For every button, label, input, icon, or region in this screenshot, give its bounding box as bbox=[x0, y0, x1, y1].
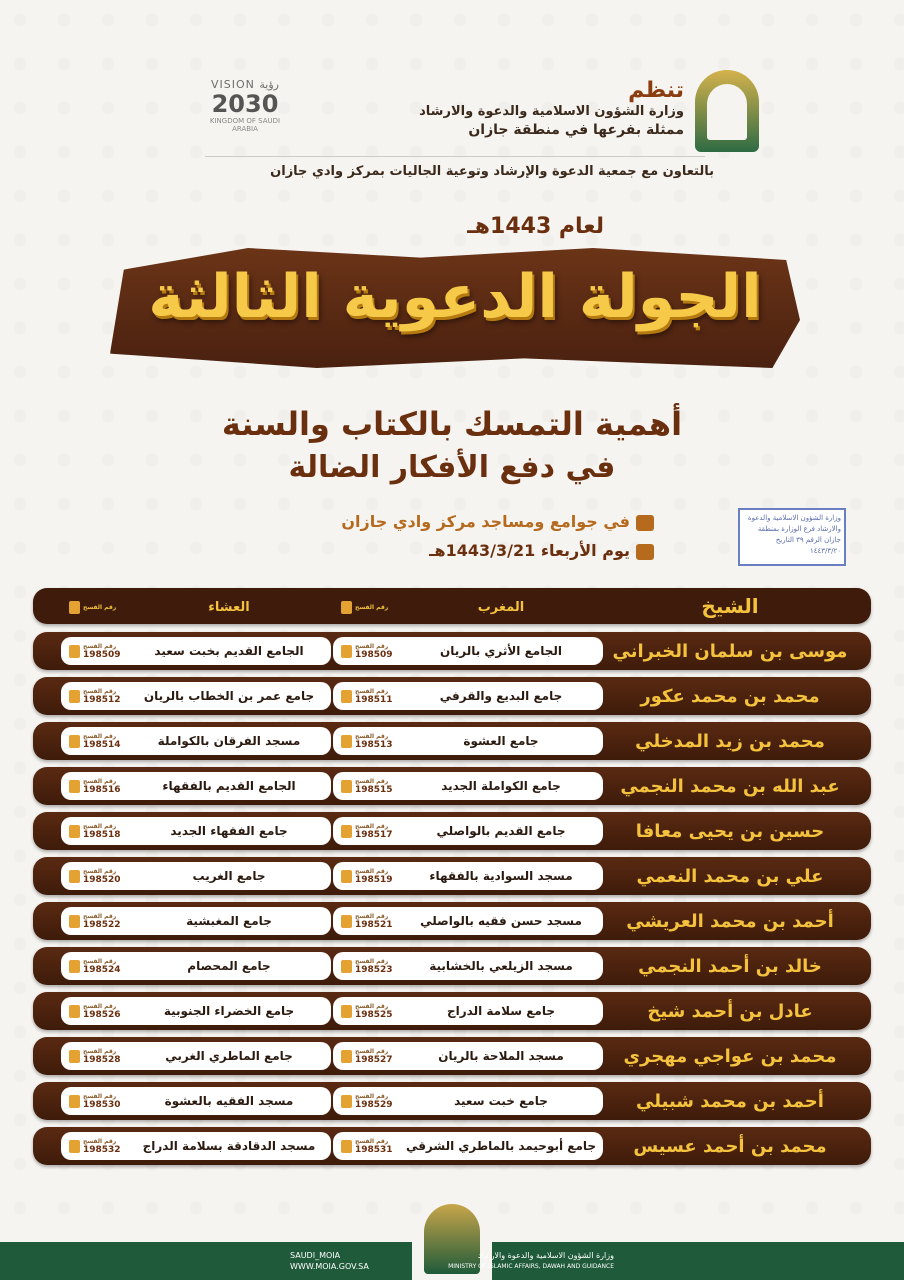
social-handle[interactable]: SAUDI_MOIA bbox=[290, 1251, 341, 1260]
region-line: ممثلة بفرعها في منطقة جازان bbox=[468, 122, 684, 138]
ministry-logo bbox=[695, 70, 759, 152]
document-icon bbox=[69, 1140, 80, 1153]
isha-permit-number: 198526 bbox=[83, 1009, 121, 1020]
document-icon bbox=[341, 735, 352, 748]
isha-mosque: مسجد الدقادقة بسلامة الدراج bbox=[142, 1139, 316, 1153]
table-row bbox=[33, 947, 871, 985]
sheikh-name: حسين بن يحيى معافا bbox=[635, 820, 825, 842]
isha-mosque: جامع عمر بن الخطاب بالريان bbox=[143, 689, 315, 703]
maghrib-cell: جامع العشوة رقم الفسح 198513 bbox=[333, 727, 603, 755]
sheikh-name: موسى بن سلمان الخبراني bbox=[612, 640, 848, 662]
maghrib-mosque: جامع البديع والقرفي bbox=[439, 689, 563, 703]
document-icon bbox=[341, 601, 352, 614]
maghrib-permit-number: 198511 bbox=[355, 694, 393, 705]
isha-mosque: جامع الخضراء الجنوبية bbox=[163, 1004, 295, 1018]
document-icon bbox=[341, 690, 352, 703]
sheikh-name: محمد بن محمد عكور bbox=[640, 685, 820, 707]
isha-mosque: جامع الفقهاء الجديد bbox=[170, 824, 288, 838]
sheikh-name: محمد بن أحمد عسيس bbox=[633, 1135, 827, 1157]
document-icon bbox=[69, 870, 80, 883]
isha-cell: مسجد الدقادقة بسلامة الدراج رقم الفسح 198532 bbox=[61, 1132, 331, 1160]
document-icon bbox=[341, 1005, 352, 1018]
sheikh-name: علي بن محمد النعمي bbox=[636, 865, 824, 887]
maghrib-permit-number: 198521 bbox=[355, 919, 393, 930]
table-row bbox=[33, 722, 871, 760]
maghrib-permit-number: 198531 bbox=[355, 1144, 393, 1155]
sheikh-name: محمد بن زيد المدخلي bbox=[635, 730, 825, 752]
document-icon bbox=[69, 735, 80, 748]
isha-mosque: جامع المحصام bbox=[187, 959, 271, 973]
mosque-icon bbox=[636, 515, 654, 531]
maghrib-cell: جامع البديع والقرفي رقم الفسح 198511 bbox=[333, 682, 603, 710]
document-icon bbox=[341, 645, 352, 658]
maghrib-mosque: جامع خبت سعيد bbox=[454, 1094, 548, 1108]
isha-cell: جامع الغريب رقم الفسح 198520 bbox=[61, 862, 331, 890]
footer-ministry: وزارة الشؤون الاسلامية والدعوة والارشاد MINISTRY OF ISLAMIC AFFAIRS, DAWAH AND GUIDANCE bbox=[448, 1251, 614, 1270]
isha-mosque: جامع الغريب bbox=[192, 869, 266, 883]
organizer-label: تنظم bbox=[628, 78, 684, 103]
document-icon bbox=[69, 1095, 80, 1108]
document-icon bbox=[69, 601, 80, 614]
schedule-table bbox=[33, 588, 871, 1172]
isha-permit-number: 198528 bbox=[83, 1054, 121, 1065]
isha-permit-number: 198520 bbox=[83, 874, 121, 885]
document-icon bbox=[69, 960, 80, 973]
isha-permit-number: 198514 bbox=[83, 739, 121, 750]
table-row bbox=[33, 857, 871, 895]
document-icon bbox=[341, 960, 352, 973]
isha-permit-number: 198524 bbox=[83, 964, 121, 975]
isha-cell: جامع عمر بن الخطاب بالريان رقم الفسح 198512 bbox=[61, 682, 331, 710]
maghrib-mosque: الجامع الأثري بالريان bbox=[439, 644, 562, 658]
header-isha: العشاء رقم الفسح bbox=[61, 593, 331, 621]
document-icon bbox=[69, 780, 80, 793]
maghrib-mosque: جامع سلامة الدراج bbox=[447, 1004, 555, 1018]
maghrib-cell: جامع الكواملة الجديد رقم الفسح 198515 bbox=[333, 772, 603, 800]
maghrib-cell: مسجد حسن فقيه بالواصلي رقم الفسح 198521 bbox=[333, 907, 603, 935]
document-icon bbox=[69, 645, 80, 658]
maghrib-cell: مسجد الزيلعي بالخشابية رقم الفسح 198523 bbox=[333, 952, 603, 980]
table-row bbox=[33, 1037, 871, 1075]
maghrib-cell: جامع أبوحيمد بالماطري الشرقي رقم الفسح 198531 bbox=[333, 1132, 603, 1160]
header-maghrib: المغرب رقم الفسح bbox=[333, 593, 603, 621]
maghrib-cell: جامع القديم بالواصلي رقم الفسح 198517 bbox=[333, 817, 603, 845]
ministry-name: وزارة الشؤون الاسلامية والدعوة والارشاد bbox=[419, 104, 684, 119]
table-row bbox=[33, 812, 871, 850]
isha-mosque: جامع الماطري الغربي bbox=[165, 1049, 293, 1063]
table-row bbox=[33, 767, 871, 805]
maghrib-permit-number: 198515 bbox=[355, 784, 393, 795]
sheikh-name: عبد الله بن محمد النجمي bbox=[620, 775, 840, 797]
maghrib-permit-number: 198519 bbox=[355, 874, 393, 885]
isha-permit-number: 198522 bbox=[83, 919, 121, 930]
maghrib-permit-number: 198525 bbox=[355, 1009, 393, 1020]
maghrib-mosque: مسجد حسن فقيه بالواصلي bbox=[420, 914, 582, 928]
maghrib-mosque: مسجد الزيلعي بالخشابية bbox=[429, 959, 573, 973]
isha-cell: جامع الماطري الغربي رقم الفسح 198528 bbox=[61, 1042, 331, 1070]
isha-permit-number: 198532 bbox=[83, 1144, 121, 1155]
maghrib-cell: الجامع الأثري بالريان رقم الفسح 198509 bbox=[333, 637, 603, 665]
maghrib-permit-number: 198513 bbox=[355, 739, 393, 750]
maghrib-mosque: مسجد السوادية بالفقهاء bbox=[429, 869, 573, 883]
isha-mosque: الجامع القديم بخبت سعيد bbox=[154, 644, 304, 658]
isha-cell: جامع المغبشية رقم الفسح 198522 bbox=[61, 907, 331, 935]
isha-cell: جامع الخضراء الجنوبية رقم الفسح 198526 bbox=[61, 997, 331, 1025]
document-icon bbox=[69, 825, 80, 838]
sheikh-name: محمد بن عواجي مهجري bbox=[623, 1045, 837, 1067]
maghrib-cell: مسجد الملاحة بالريان رقم الفسح 198527 bbox=[333, 1042, 603, 1070]
table-row bbox=[33, 992, 871, 1030]
website-link[interactable]: WWW.MOIA.GOV.SA bbox=[290, 1262, 369, 1271]
date-line: يوم الأربعاء 1443/3/21هـ bbox=[429, 541, 654, 560]
topic-line-1: أهمية التمسك بالكتاب والسنة bbox=[221, 405, 683, 443]
isha-cell: جامع الفقهاء الجديد رقم الفسح 198518 bbox=[61, 817, 331, 845]
document-icon bbox=[341, 1050, 352, 1063]
sheikh-name: عادل بن أحمد شيخ bbox=[647, 1000, 813, 1022]
maghrib-cell: جامع سلامة الدراج رقم الفسح 198525 bbox=[333, 997, 603, 1025]
maghrib-mosque: مسجد الملاحة بالريان bbox=[438, 1049, 564, 1063]
cooperation-line: بالتعاون مع جمعية الدعوة والإرشاد وتوعية الجاليات بمركز وادي جازان bbox=[270, 164, 714, 179]
sheikh-name: خالد بن أحمد النجمي bbox=[638, 955, 822, 977]
document-icon bbox=[341, 915, 352, 928]
isha-mosque: مسجد الفرقان بالكواملة bbox=[157, 734, 301, 748]
document-icon bbox=[341, 1140, 352, 1153]
document-icon bbox=[69, 690, 80, 703]
isha-cell: مسجد الفرقان بالكواملة رقم الفسح 198514 bbox=[61, 727, 331, 755]
isha-permit-number: 198512 bbox=[83, 694, 121, 705]
maghrib-mosque: جامع الكواملة الجديد bbox=[441, 779, 561, 793]
sheikh-name: أحمد بن محمد شبيلي bbox=[636, 1090, 824, 1112]
isha-cell: الجامع القديم بالفقهاء رقم الفسح 198516 bbox=[61, 772, 331, 800]
isha-permit-number: 198518 bbox=[83, 829, 121, 840]
table-row bbox=[33, 632, 871, 670]
isha-cell: مسجد الفقيه بالعشوة رقم الفسح 198530 bbox=[61, 1087, 331, 1115]
maghrib-permit-number: 198529 bbox=[355, 1099, 393, 1110]
footer-social bbox=[290, 1250, 369, 1272]
document-icon bbox=[69, 1050, 80, 1063]
isha-permit-number: 198509 bbox=[83, 649, 121, 660]
isha-mosque: الجامع القديم بالفقهاء bbox=[162, 779, 296, 793]
isha-permit-number: 198530 bbox=[83, 1099, 121, 1110]
isha-mosque: مسجد الفقيه بالعشوة bbox=[164, 1094, 294, 1108]
isha-cell: الجامع القديم بخبت سعيد رقم الفسح 198509 bbox=[61, 637, 331, 665]
document-icon bbox=[341, 825, 352, 838]
document-icon bbox=[69, 915, 80, 928]
official-stamp: وزارة الشؤون الاسلامية والدعوة والارشاد فرع الوزارة بمنطقة جازان الرقم ٣٩ التاريخ ١٤٤٣/٣/٢٠ bbox=[738, 508, 846, 566]
calendar-icon bbox=[636, 544, 654, 560]
isha-permit-number: 198516 bbox=[83, 784, 121, 795]
isha-cell: جامع المحصام رقم الفسح 198524 bbox=[61, 952, 331, 980]
maghrib-permit-number: 198523 bbox=[355, 964, 393, 975]
maghrib-mosque: جامع العشوة bbox=[463, 734, 539, 748]
maghrib-permit-number: 198527 bbox=[355, 1054, 393, 1065]
topic-line-2: في دفع الأفكار الضالة bbox=[288, 450, 616, 485]
maghrib-cell: مسجد السوادية بالفقهاء رقم الفسح 198519 bbox=[333, 862, 603, 890]
location-line: في جوامع ومساجد مركز وادي جازان bbox=[341, 512, 654, 531]
document-icon bbox=[341, 870, 352, 883]
document-icon bbox=[341, 780, 352, 793]
document-icon bbox=[69, 1005, 80, 1018]
maghrib-mosque: جامع أبوحيمد بالماطري الشرقي bbox=[405, 1139, 597, 1153]
maghrib-permit-number: 198517 bbox=[355, 829, 393, 840]
table-header-row bbox=[33, 588, 871, 624]
document-icon bbox=[341, 1095, 352, 1108]
campaign-title: الجولة الدعوية الثالثة bbox=[148, 262, 762, 332]
header-divider bbox=[205, 156, 705, 157]
year-label: لعام 1443هـ bbox=[467, 214, 604, 239]
maghrib-permit-number: 198509 bbox=[355, 649, 393, 660]
header bbox=[0, 60, 904, 190]
header-sheikh: الشيخ bbox=[701, 594, 759, 618]
maghrib-mosque: جامع القديم بالواصلي bbox=[436, 824, 566, 838]
vision-2030-logo: VISION رؤية 2030 KINGDOM OF SAUDI ARABIA bbox=[209, 78, 281, 133]
table-row bbox=[33, 1082, 871, 1120]
table-row bbox=[33, 677, 871, 715]
sheikh-name: أحمد بن محمد العريشي bbox=[626, 910, 834, 932]
table-row bbox=[33, 902, 871, 940]
maghrib-cell: جامع خبت سعيد رقم الفسح 198529 bbox=[333, 1087, 603, 1115]
isha-mosque: جامع المغبشية bbox=[186, 914, 272, 928]
table-row bbox=[33, 1127, 871, 1165]
